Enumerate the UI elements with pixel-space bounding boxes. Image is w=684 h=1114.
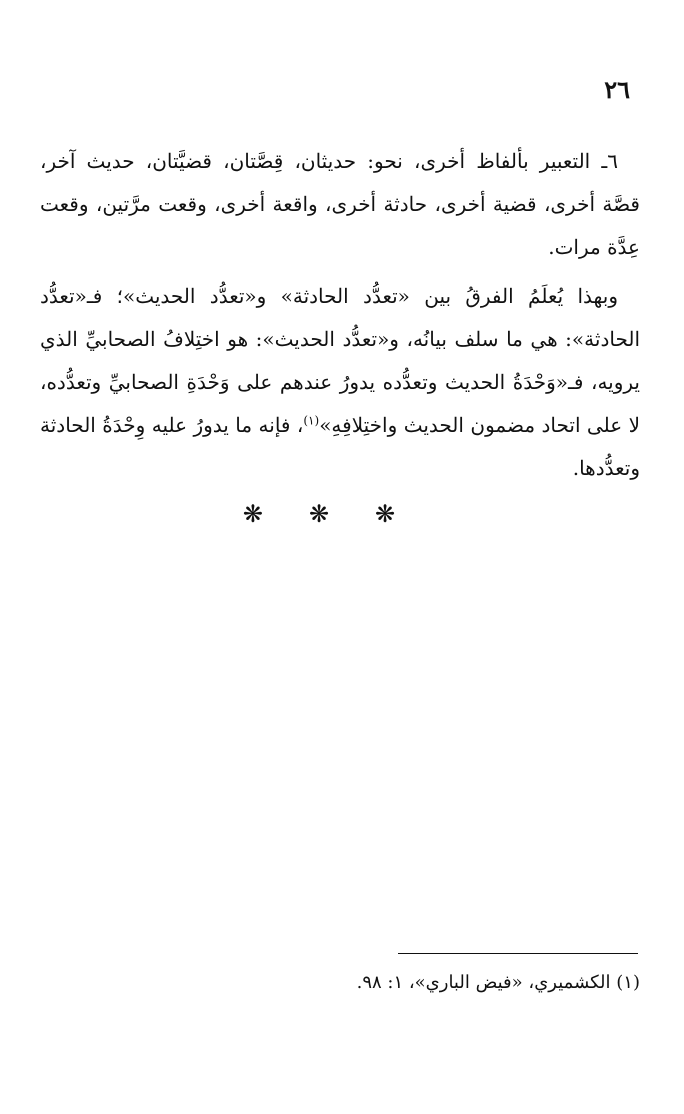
footnote-divider bbox=[398, 953, 638, 954]
page-number: ٢٦ bbox=[604, 75, 630, 104]
paragraph-distinction-main: وبهذا يُعلَمُ الفرقُ بين «تعدُّد الحادثة» و«تعدُّد الحديث»؛ فـ«تعدُّد الحادثة»: هي ما سلف بيانُه، و«تعدُّد الحديث»: هو اختِلافُ الصحابيِّ الذي يرويه، فـ«وَحْدَةُ الحديث وتعدُّده يدورُ عندهم على وَحْدَةِ الصحابيِّ وتعدُّده، لا على اتحاد مضمون الحديث واختِلافِهِ» bbox=[40, 284, 640, 437]
paragraph-expressions: ٦ـ التعبير بألفاظ أخرى، نحو: حديثان، قِصَّتان، قضيَّتان، حديث آخر، قصَّة أخرى، قضية أخرى، حادثة أخرى، واقعة أخرى، وقعت مرَّتين، وقعت عِدَّة مرات. bbox=[40, 149, 640, 259]
paragraph-distinction-tail: ، فإنه ما يدورُ عليه وِحْدَةُ الحادثة وتعدُّدها. bbox=[40, 413, 640, 480]
section-separator bbox=[0, 500, 684, 528]
separator-asterisk-icon: ❋ bbox=[308, 500, 376, 528]
separator-asterisk-icon: ❋ bbox=[375, 500, 442, 528]
separator-asterisk-icon: ❋ bbox=[242, 500, 309, 528]
paragraph-distinction bbox=[40, 275, 640, 490]
footnote-reference: (١) bbox=[303, 413, 320, 428]
body-text bbox=[40, 140, 640, 496]
footnote: (١) الكشميري، «فيض الباري»، ١: ٩٨. bbox=[356, 972, 640, 993]
